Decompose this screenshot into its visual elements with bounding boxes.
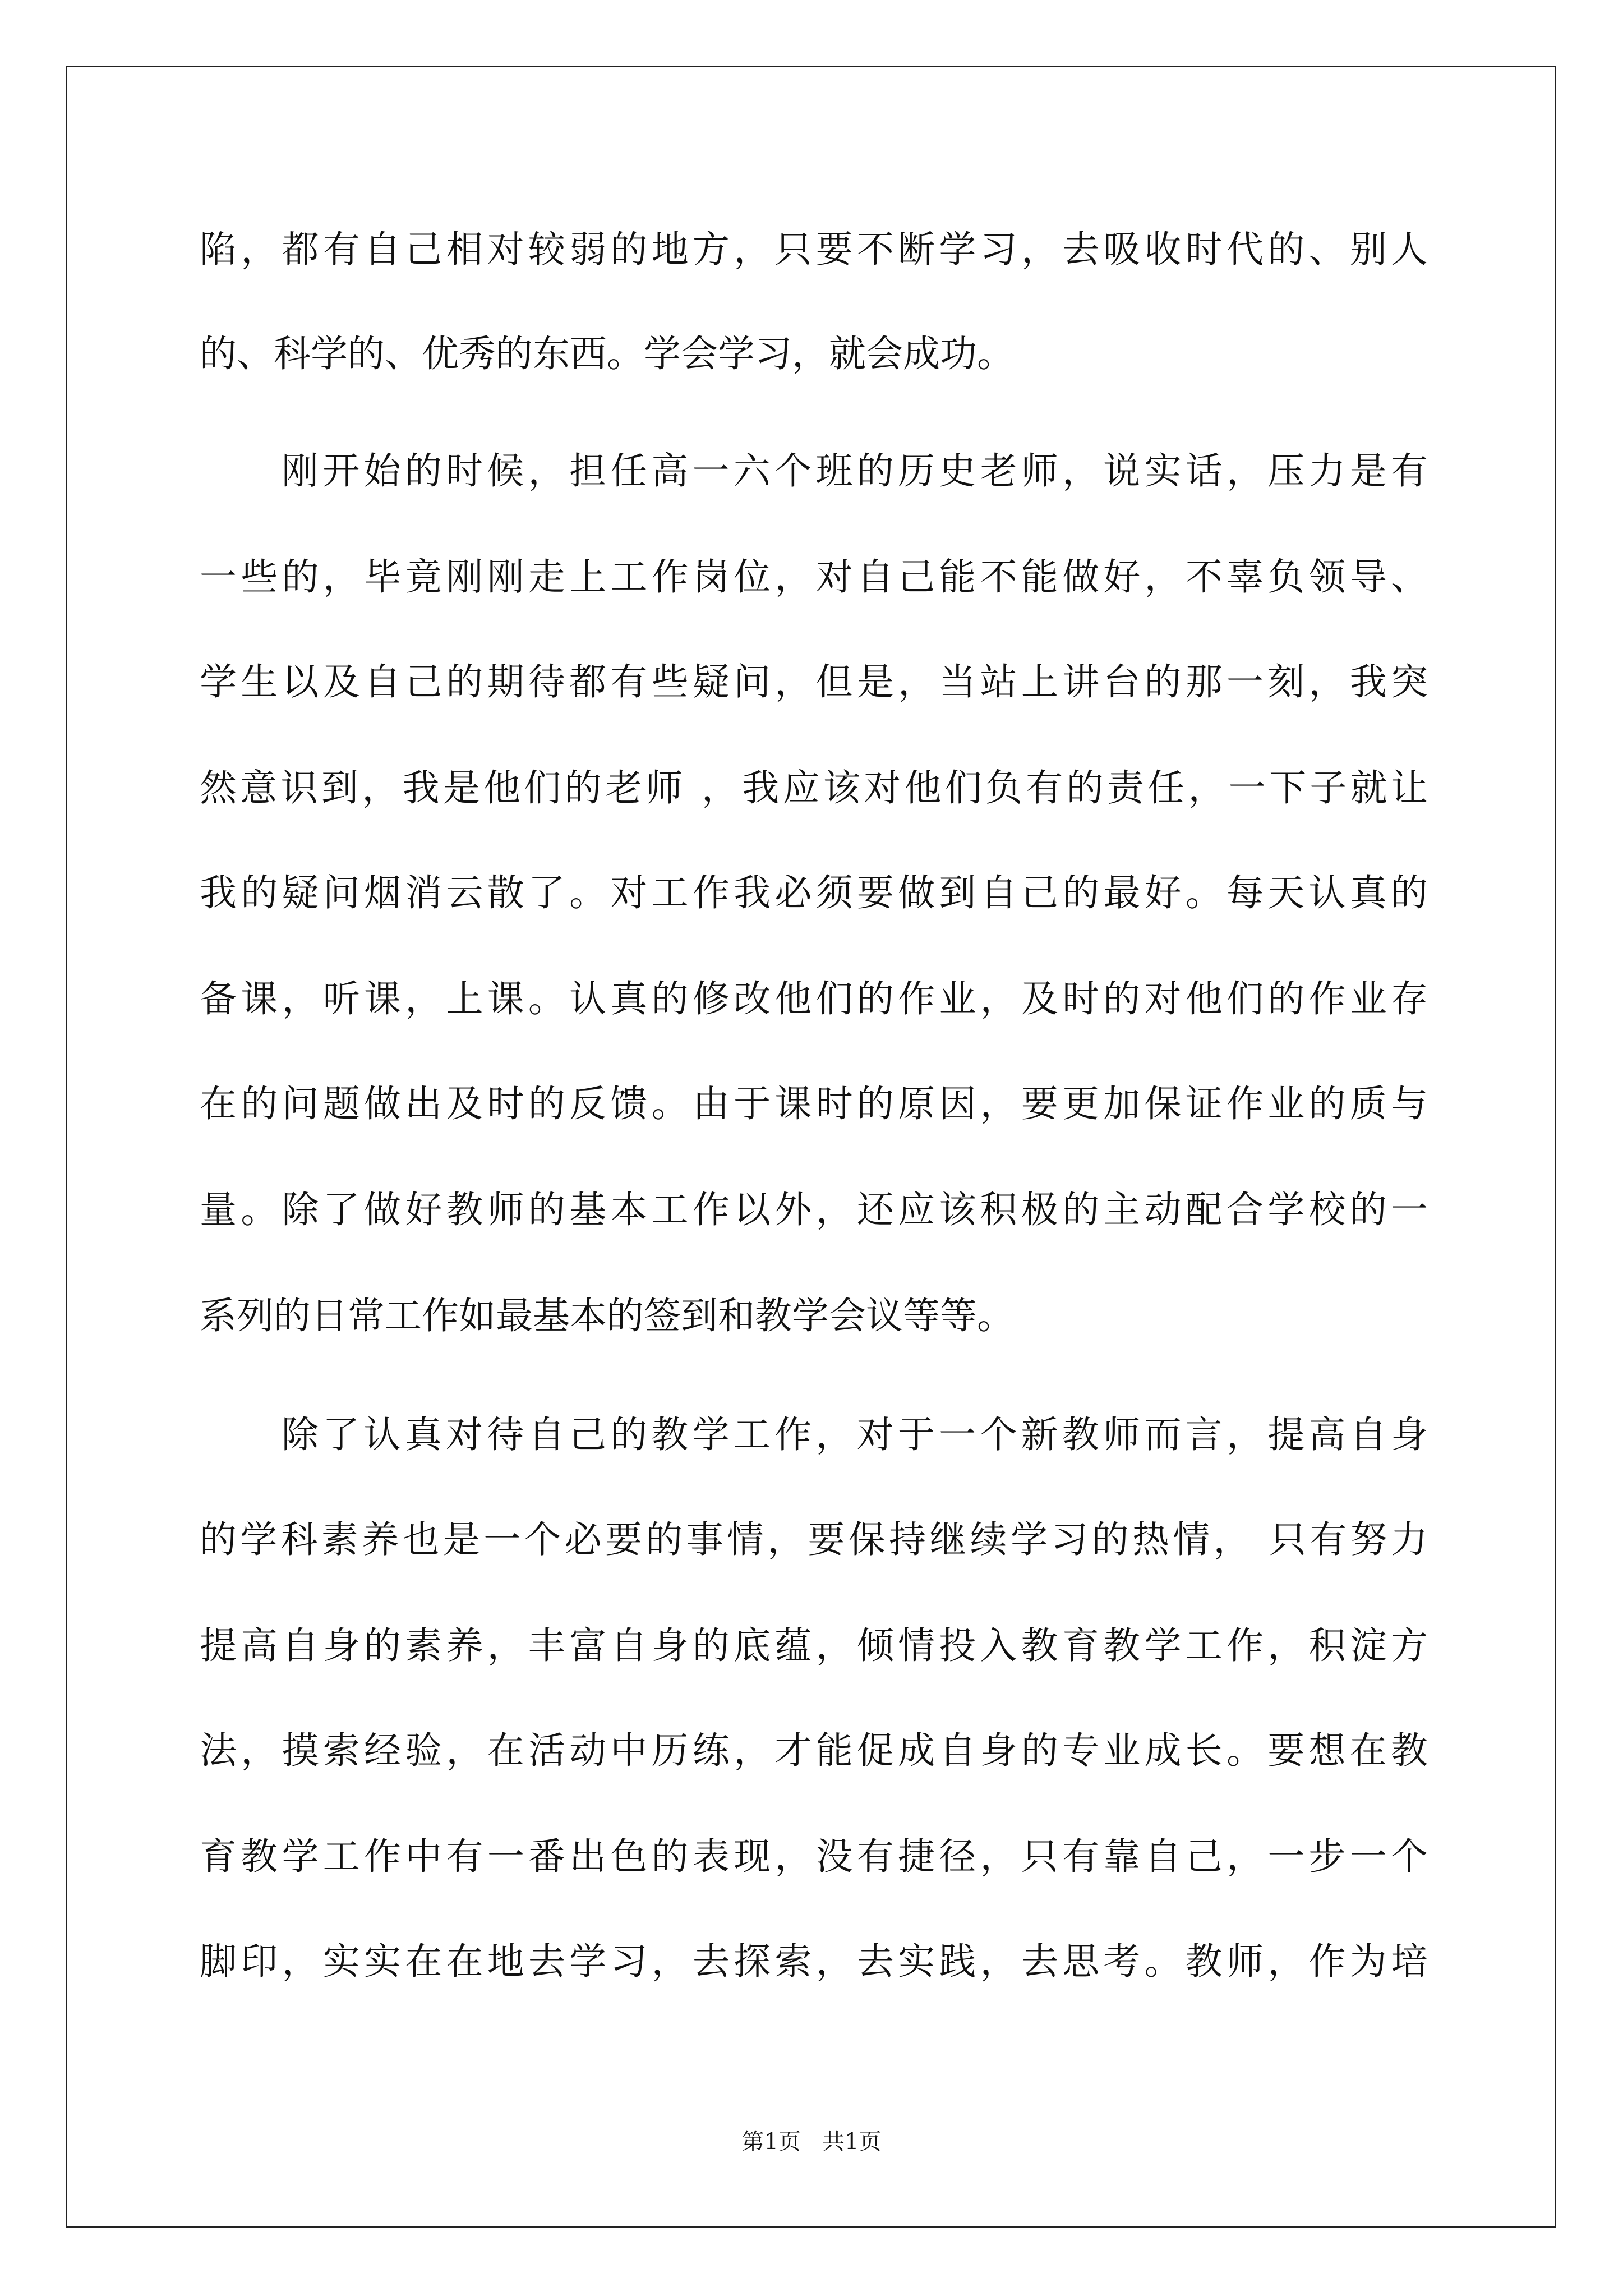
text-line: 的学科素养也是一个必要的事情，要保持继续学习的热情， 只有努力 xyxy=(200,1518,1428,1561)
text-line: 陷，都有自己相对较弱的地方，只要不断学习，去吸收时代的、别人 xyxy=(200,228,1428,271)
text-line: 的、科学的、优秀的东西。学会学习，就会成功。 xyxy=(200,332,1014,375)
text-line: 系列的日常工作如最基本的签到和教学会议等等。 xyxy=(200,1294,1014,1337)
text-line: 在的问题做出及时的反馈。由于课时的原因，要更加保证作业的质与 xyxy=(200,1082,1428,1125)
text-line: 量。除了做好教师的基本工作以外，还应该积极的主动配合学校的一 xyxy=(200,1188,1428,1231)
text-line: 然意识到，我是他们的老师 ，我应该对他们负有的责任，一下子就让 xyxy=(200,766,1428,809)
text-line: 除了认真对待自己的教学工作，对于一个新教师而言，提高自身 xyxy=(282,1413,1428,1456)
text-line: 一些的，毕竟刚刚走上工作岗位，对自己能不能做好，不辜负领导、 xyxy=(200,555,1428,599)
text-line: 学生以及自己的期待都有些疑问，但是，当站上讲台的那一刻，我突 xyxy=(200,660,1428,703)
text-line: 备课，听课，上课。认真的修改他们的作业，及时的对他们的作业存 xyxy=(200,977,1428,1020)
page-number-footer: 第1页 共1页 xyxy=(741,2129,882,2155)
text-line: 刚开始的时候，担任高一六个班的历史老师，说实话，压力是有 xyxy=(282,449,1428,493)
text-line: 脚印，实实在在地去学习，去探索，去实践，去思考。教师，作为培 xyxy=(200,1940,1428,1983)
page-border xyxy=(66,66,1556,2228)
text-line: 育教学工作中有一番出色的表现，没有捷径，只有靠自己，一步一个 xyxy=(200,1835,1428,1878)
text-line: 我的疑问烟消云散了。对工作我必须要做到自己的最好。每天认真的 xyxy=(200,871,1428,914)
text-line: 法，摸索经验，在活动中历练，才能促成自身的专业成长。要想在教 xyxy=(200,1729,1428,1772)
text-line: 提高自身的素养，丰富自身的底蕴，倾情投入教育教学工作，积淀方 xyxy=(200,1624,1428,1667)
